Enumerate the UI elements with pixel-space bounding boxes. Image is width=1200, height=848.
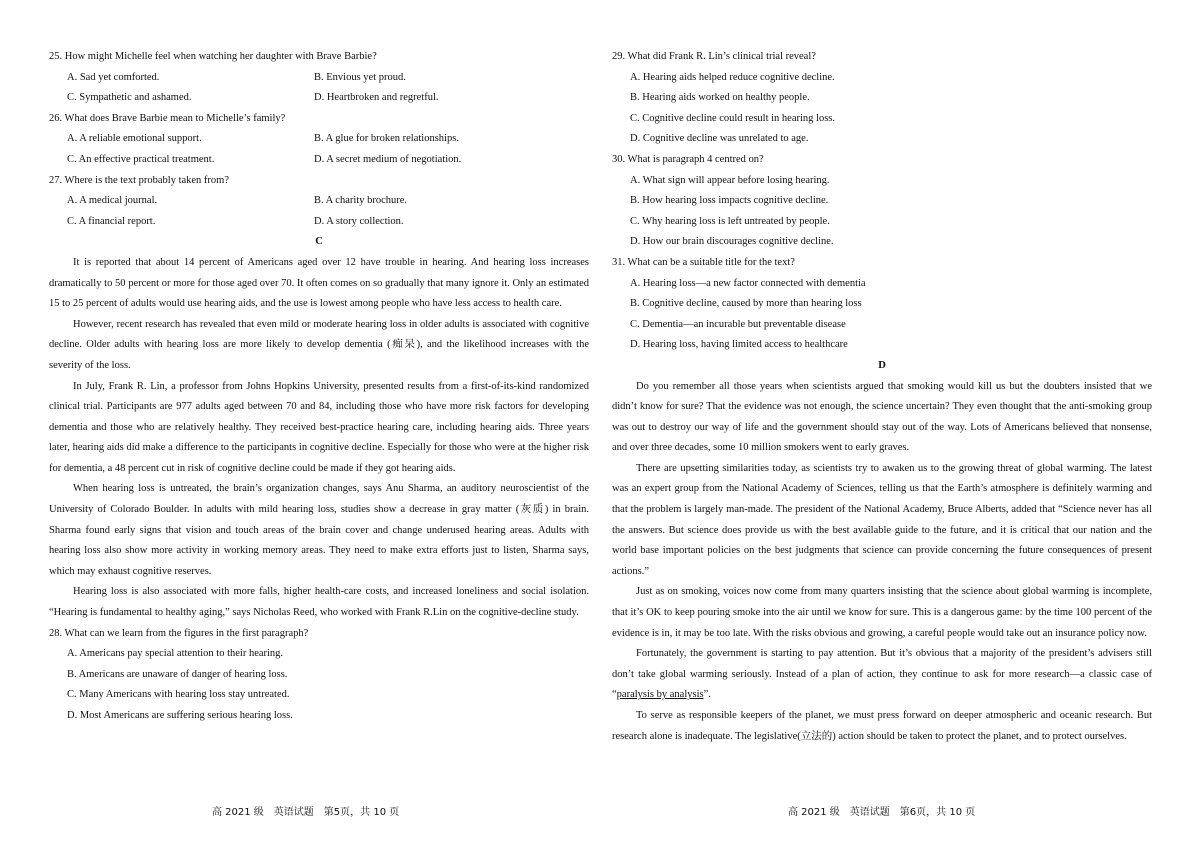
option-d: D. A secret medium of negotiation. [314,153,462,165]
question-31: 31. What can be a suitable title for the text? [612,256,795,268]
page-footer-left: 高 2021 级 英语试题 第5页，共 10 页 [212,807,400,818]
question-29-option-d: D. Cognitive decline was unrelated to age. [630,133,809,145]
question-30-option-b: B. How hearing loss impacts cognitive decline. [630,195,829,207]
passage-d-paragraph-2: There are upsetting similarities today, as scientists try to awaken us to the growing threat of global warming. The latest was an expert group from the National Academy of Sciences, telling us that the Earth’s atmosphere is definitely warming and that the problem is largely man-made. The president of the National Academy, Bruce Alberts, added that “Science never has all the answers. But science does provide us with the best available guide to the future, and it is critical that our nation and the world base important policies on the best judgments that science can provide concerning the future consequences of present actions.” [612,462,1152,577]
question-30-option-d: D. How our brain discourages cognitive decline. [630,236,834,248]
question-28-option-c: C. Many Americans with hearing loss stay untreated. [67,689,290,701]
option-a: A. A medical journal. [67,195,158,207]
option-d: D. A story collection. [314,215,404,227]
passage-d-paragraph-5: To serve as responsible keepers of the planet, we must press forward on deeper atmospheric and oceanic research. But research alone is inadequate. The legislative(立法的) action should be taken to protect the planet, and to protect ourselves. [612,710,1152,742]
passage-c-paragraph-3: In July, Frank R. Lin, a professor from Johns Hopkins University, presented results from a first-of-its-kind randomized clinical trial. Participants are 977 adults aged between 70 and 84, including those who have more risk factors for developing dementia and those who are relatively healthy. They received best-practice hearing care, including hearing aids. Three years later, hearing aids did make a difference to the participants in cognitive decline. Especially for those who were at the higher risk for dementia, a 48 percent cut in risk of cognitive decline could be made if they got hearing aids. [49,380,589,474]
question-30-option-a: A. What sign will appear before losing hearing. [630,174,830,186]
question-26-options-row-1 [49,129,589,150]
page-footer-right: 高 2021 级 英语试题 第6页，共 10 页 [788,807,976,818]
question-26: 26. What does Brave Barbie mean to Michelle’s family? [49,112,286,124]
question-28: 28. What can we learn from the figures in the first paragraph? [49,627,309,639]
question-29-option-c: C. Cognitive decline could result in hearing loss. [630,112,836,124]
passage-c-paragraph-2: However, recent research has revealed that even mild or moderate hearing loss in older adults is associated with cognitive decline. Older adults with hearing loss are more likely to develop dementia (痴呆), and the likelihood increases with the severity of the loss. [49,318,589,371]
question-30-option-c: C. Why hearing loss is left untreated by people. [630,215,830,227]
passage-c-paragraph-5: Hearing loss is also associated with more falls, higher health-care costs, and increased loneliness and social isolation. “Hearing is fundamental to healthy aging,” says Nicholas Reed, who worked with Frank R.Lin on the cognitive-decline study. [49,586,589,619]
option-c: C. An effective practical treatment. [67,153,215,165]
question-27-options-row-2 [49,212,589,233]
question-28-option-b: B. Americans are unaware of danger of hearing loss. [67,668,288,680]
question-30: 30. What is paragraph 4 centred on? [612,153,764,165]
question-31-option-c: C. Dementia—an incurable but preventable disease [630,318,846,330]
option-a: A. Sad yet comforted. [67,71,160,83]
option-b: B. A glue for broken relationships. [314,133,459,145]
question-31-option-d: D. Hearing loss, having limited access to healthcare [630,339,848,351]
option-b: B. Envious yet proud. [314,71,406,83]
question-29-option-a: A. Hearing aids helped reduce cognitive decline. [630,71,835,83]
question-27-options-row-1 [49,191,589,212]
option-c: C. A financial report. [67,215,156,227]
option-a: A. A reliable emotional support. [67,133,202,145]
section-heading-c: C [315,236,323,248]
question-31-option-b: B. Cognitive decline, caused by more than hearing loss [630,298,862,310]
question-29-option-b: B. Hearing aids worked on healthy people. [630,92,810,104]
passage-c-paragraph-4: When hearing loss is untreated, the brain’s organization changes, says Anu Sharma, an auditory neuroscientist of the University of Colorado Boulder. In adults with mild hearing loss, studies show a decrease in gray matter (灰质) in brain. Sharma found early signs that vision and touch areas of the brain cover and change underused hearing areas. Adults with hearing loss also show more activity in working memory areas. They need to make extra efforts just to listen, Sharma says, which may exhaust cognitive reserves. [49,483,589,577]
passage-d-paragraph-1: Do you remember all those years when scientists argued that smoking would kill us but the doubters insisted that we didn’t know for sure? That the evidence was not enough, the science uncertain? They even thought that the anti-smoking group was out to destroy our way of life and the government should stay out of the way. Lots of Americans believed that nonsense, and over three decades, some 10 million smokers went to early graves. [612,380,1152,454]
question-31-option-a: A. Hearing loss—a new factor connected with dementia [630,277,866,289]
question-28-option-d: D. Most Americans are suffering serious hearing loss. [67,710,293,721]
question-26-options-row-2 [49,150,589,171]
right-page-column [612,47,1152,747]
question-28-option-a: A. Americans pay special attention to their hearing. [67,648,284,660]
question-25: 25. How might Michelle feel when watching her daughter with Brave Barbie? [49,51,377,62]
left-page-column [49,47,589,727]
question-29: 29. What did Frank R. Lin’s clinical trial reveal? [612,51,816,62]
passage-c-paragraph-1: It is reported that about 14 percent of Americans aged over 12 have trouble in hearing. And hearing loss increases dramatically to 50 percent or more for those aged over 70. It often comes on so gradually that many ignore it. Only an estimated 15 to 25 percent of adults would use hearing aids, and the use is lowest among people who have less access to health care. [49,256,589,310]
passage-d-paragraph-3: Just as on smoking, voices now come from many quarters insisting that the science about global warming is incomplete, that it’s OK to keep pouring smoke into the air until we know for sure. This is a dangerous game: by the time 100 percent of the evidence is in, it may be too late. With the risks obvious and growing, a careful people would take out an insurance policy now. [612,586,1152,639]
question-25-options-row-2 [49,88,589,109]
passage-d-paragraph-4 [612,644,1152,706]
underlined-phrase: paralysis by analysis [616,689,704,701]
section-heading-d: D [878,359,886,371]
option-c: C. Sympathetic and ashamed. [67,92,192,104]
paragraph-4-text-start: Fortunately, the government is starting to pay attention. But it’s obvious that a majority of the president’s advisers still don’t take global warming seriously. Instead of a plan of action, they continue to ask for more research—a classic case of “ [612,648,1152,701]
question-27: 27. Where is the text probably taken from? [49,174,229,186]
option-b: B. A charity brochure. [314,195,408,207]
paragraph-4-text-end: ”. [703,689,711,701]
question-25-options-row-1 [49,68,589,89]
option-d: D. Heartbroken and regretful. [314,92,439,104]
